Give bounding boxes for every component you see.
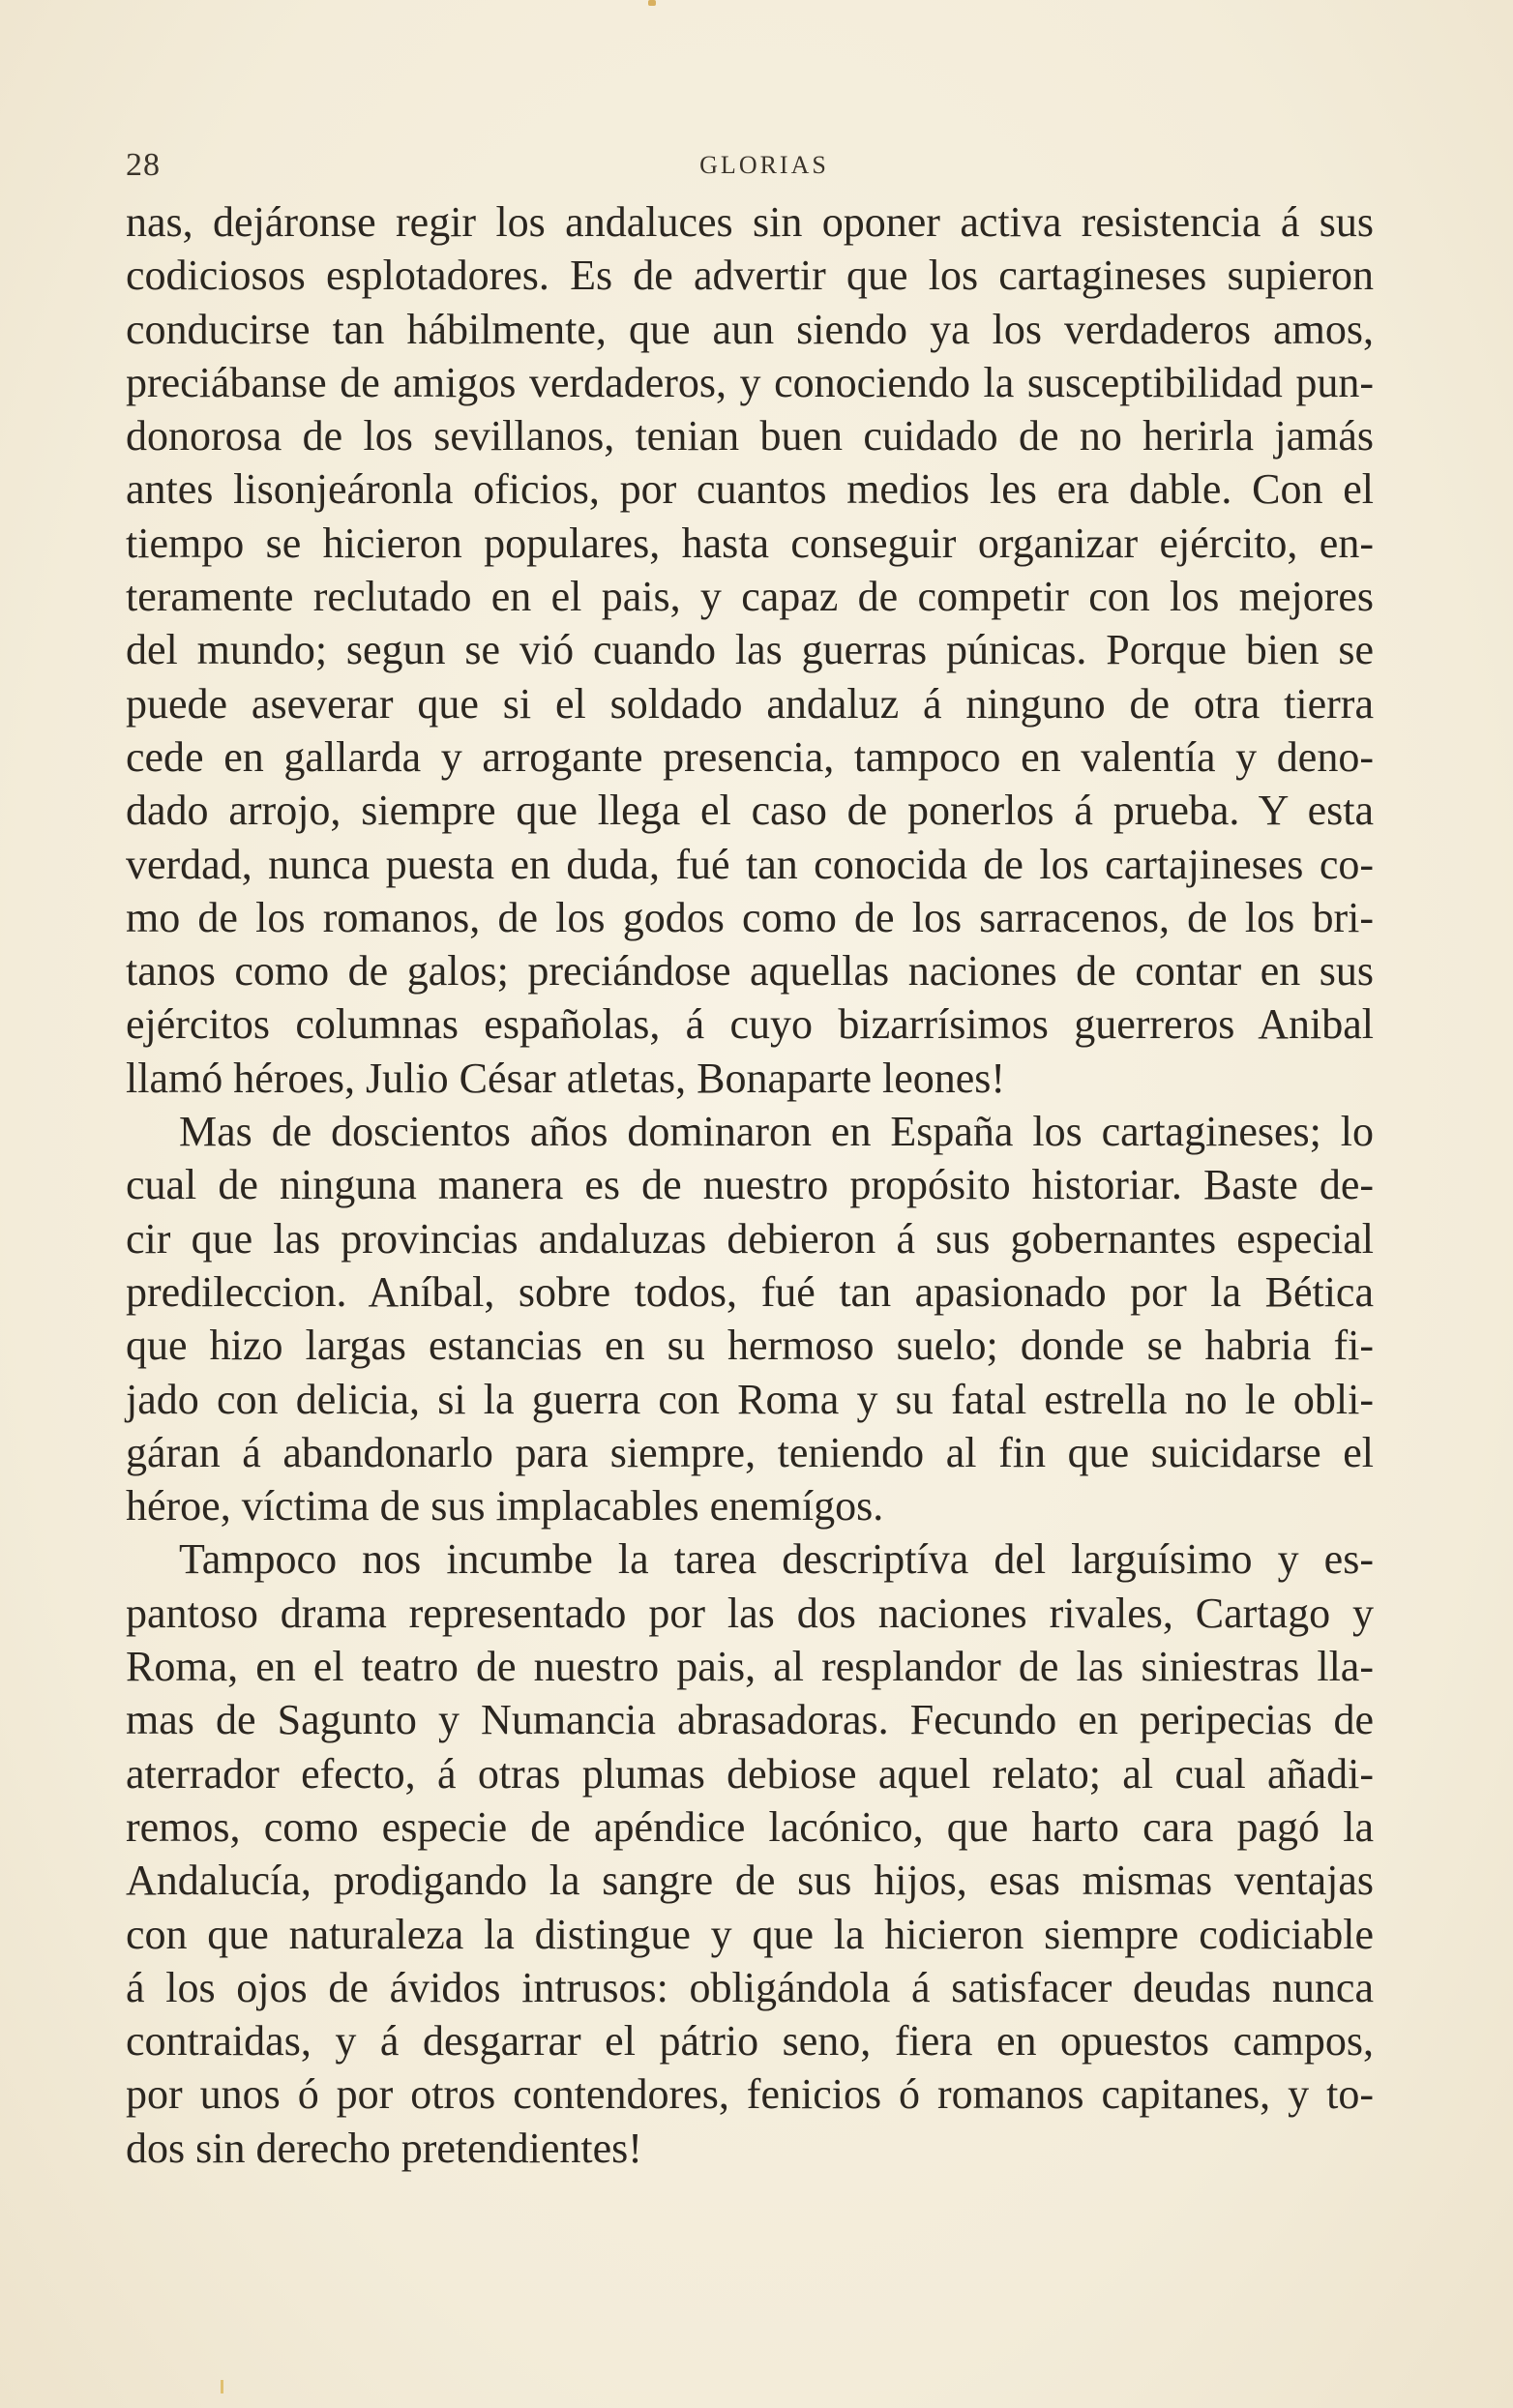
text-line: con que naturaleza la distingue y que la hicieron siempre codiciable bbox=[126, 1910, 1374, 1958]
text-line: verdad, nunca puesta en duda, fué tan conocida de los cartajineses co- bbox=[126, 840, 1374, 888]
text-line: cede en gallarda y arrogante presencia, tampoco en valentía y deno- bbox=[126, 732, 1374, 781]
text-line: mo de los romanos, de los godos como de los sarracenos, de los bri- bbox=[126, 893, 1374, 941]
text-line: cual de ninguna manera es de nuestro propósito historiar. Baste de- bbox=[126, 1161, 1374, 1209]
paragraph-end-line: dos sin derecho pretendientes! bbox=[126, 2124, 642, 2172]
text-line: Roma, en el teatro de nuestro pais, al resplandor de las siniestras lla- bbox=[126, 1643, 1374, 1691]
text-line: ejércitos columnas españolas, á cuyo bizarrísimos guerreros Anibal bbox=[126, 1000, 1374, 1049]
ink-mark bbox=[221, 2380, 223, 2393]
text-line: á los ojos de ávidos intrusos: obligándola á satisfacer deudas nunca bbox=[126, 1963, 1374, 2011]
text-line: que hizo largas estancias en su hermoso suelo; donde se habria fi- bbox=[126, 1322, 1374, 1370]
text-line: por unos ó por otros contendores, fenicios ó romanos capitanes, y to- bbox=[126, 2070, 1374, 2119]
text-line: teramente reclutado en el pais, y capaz de competir con los mejores bbox=[126, 573, 1374, 621]
text-line: puede aseverar que si el soldado andaluz á ninguno de otra tierra bbox=[126, 679, 1374, 728]
text-line: preciábanse de amigos verdaderos, y conociendo la susceptibilidad pun- bbox=[126, 358, 1374, 406]
text-line: tiempo se hicieron populares, hasta conseguir organizar ejército, en- bbox=[126, 519, 1374, 567]
text-line: antes lisonjeáronla oficios, por cuantos medios les era dable. Con el bbox=[126, 465, 1374, 514]
paragraph-end-line: llamó héroes, Julio César atletas, Bonaparte leones! bbox=[126, 1054, 1006, 1102]
text-line: contraidas, y á desgarrar el pátrio seno, fiera en opuestos campos, bbox=[126, 2017, 1374, 2066]
text-line: nas, dejáronse regir los andaluces sin oponer activa resistencia á sus bbox=[126, 198, 1374, 246]
paragraph-end-line: héroe, víctima de sus implacables enemígos. bbox=[126, 1482, 884, 1531]
text-line: cir que las provincias andaluzas debieron á sus gobernantes especial bbox=[126, 1214, 1374, 1263]
text-line: Andalucía, prodigando la sangre de sus hijos, esas mismas ventajas bbox=[126, 1857, 1374, 1905]
text-line: donorosa de los sevillanos, tenian buen cuidado de no herirla jamás bbox=[126, 412, 1374, 461]
text-line: jado con delicia, si la guerra con Roma y su fatal estrella no le obli- bbox=[126, 1375, 1374, 1423]
body-text bbox=[126, 195, 1374, 2175]
paragraph-start-line: Tampoco nos incumbe la tarea descriptíva del larguísimo y es- bbox=[179, 1535, 1374, 1584]
text-line: aterrador efecto, á otras plumas debiose aquel relato; al cual añadi- bbox=[126, 1749, 1374, 1798]
text-line: mas de Sagunto y Numancia abrasadoras. Fecundo en peripecias de bbox=[126, 1696, 1374, 1744]
text-line: tanos como de galos; preciándose aquellas naciones de contar en sus bbox=[126, 947, 1374, 996]
text-line: remos, como especie de apéndice lacónico, que harto cara pagó la bbox=[126, 1802, 1374, 1851]
text-line: codiciosos esplotadores. Es de advertir que los cartagineses supieron bbox=[126, 252, 1374, 300]
text-line: dado arrojo, siempre que llega el caso de ponerlos á prueba. Y esta bbox=[126, 787, 1374, 835]
page-header bbox=[126, 147, 1374, 186]
text-line: del mundo; segun se vió cuando las guerras púnicas. Porque bien se bbox=[126, 626, 1374, 674]
ink-mark bbox=[648, 0, 656, 6]
text-line: predileccion. Aníbal, sobre todos, fué tan apasionado por la Bética bbox=[126, 1267, 1374, 1316]
running-head: GLORIAS bbox=[699, 151, 829, 179]
text-line: gáran á abandonarlo para siempre, teniendo al fin que suicidarse el bbox=[126, 1428, 1374, 1476]
text-line: conducirse tan hábilmente, que aun siendo ya los verdaderos amos, bbox=[126, 305, 1374, 353]
text-line: pantoso drama representado por las dos naciones rivales, Cartago y bbox=[126, 1589, 1374, 1637]
paragraph-start-line: Mas de doscientos años dominaron en España los cartagineses; lo bbox=[179, 1108, 1374, 1156]
page-number: 28 bbox=[126, 147, 161, 183]
